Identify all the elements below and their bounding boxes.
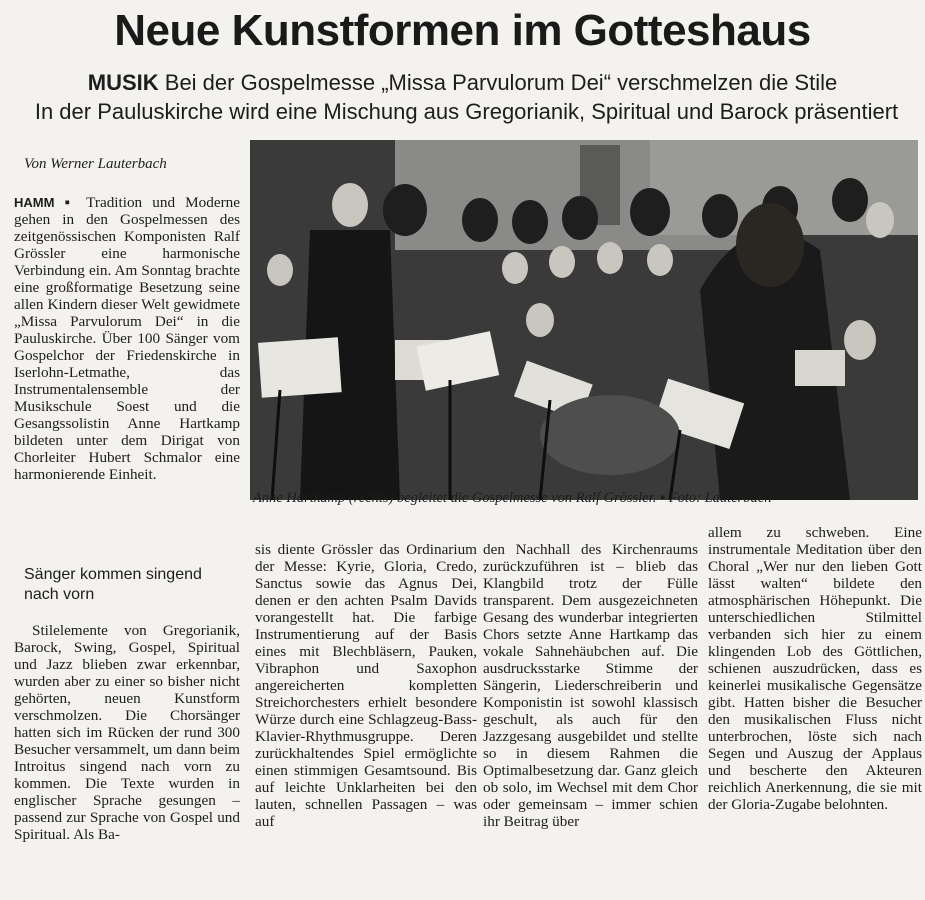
- column-2-body: [255, 541, 477, 830]
- column-4-body: [708, 524, 922, 813]
- dateline: HAMM: [14, 195, 55, 210]
- body-paragraph: allem zu schweben. Eine instrumentale Meditation über den Choral „Wer nur den lieben Gott lässt walten“ bildete den atmosphärischen Höhepunkt. Die unterschiedlichen Stilmittel verbanden sich hier zu einem klingenden Lob des Göttlichen, schienen auszudrücken, dass es keinerlei musikalische Gegensätze gibt. Hatten bisher die Besucher den musikalischen Fluss nicht unterbrochen, löste sich nach Segen und Auszug der Applaus und bescherte den Akteuren reichlich Anerkennung, die sie mit der Gloria-Zugabe belohnten.: [708, 524, 922, 813]
- subtitle-line-1: [0, 70, 925, 96]
- kicker: MUSIK: [87, 70, 159, 95]
- dateline-separator: ▪: [64, 194, 87, 211]
- concert-photo-illustration: [250, 140, 918, 500]
- body-paragraph: Stilelemente von Gregorianik, Barock, Swing, Gospel, Spiritual und Jazz blieben zwar erkennbar, wurden aber zu einer so bisher nicht gehörten, neuen Kunstform verschmolzen. Die Chorsänger hatten sich im Rücken der rund 300 Besucher versammelt, um dann beim Introitus singend nach vorn zu kommen. Die Texte wurden in englischer Sprache gesungen – passend zur Sprache von Gospel und Spiritual. Als Ba-: [14, 622, 240, 843]
- subheading: Sänger kommen singend nach vorn: [24, 566, 202, 603]
- headline: Neue Kunstformen im Gotteshaus: [114, 6, 811, 55]
- byline: Von Werner Lauterbach: [24, 156, 167, 172]
- lead-paragraph: [14, 194, 240, 483]
- photo-caption: Anne Hartkamp (rechts) begleitet die Gospelmesse von Ralf Grössler. ▪ Foto: Lauterbach: [253, 490, 772, 506]
- column-1-body: [14, 622, 240, 843]
- body-paragraph: sis diente Grössler das Ordinarium der Messe: Kyrie, Gloria, Credo, Sanctus sowie das Agnus Dei, denen er den achten Psalm Davids vorangestellt hat. Die farbige Instrumentierung auf der Basis eines mit Blechbläsern, Pauken, Vibraphon und Saxophon angereicherten kompletten Streichorchesters erhielt besondere Würze durch eine Schlagzeug-Bass-Klavier-Rhythmusgruppe. Deren zurückhaltendes Spiel ermöglichte einen stimmigen Gesamtsound. Bis auf leichte Unklarheiten bei den lauten, schnellen Passagen – was auf: [255, 541, 477, 830]
- lead-text: Tradition und Moderne gehen in den Gospelmessen des zeitgenössischen Komponisten Ralf Grössler eine harmonische Verbindung ein. Am Sonntag brachte eine großformatige Besetzung seine allen Kindern dieser Welt gewidmete „Missa Parvulorum Dei“ in die Pauluskirche. Über 100 Sänger vom Gospelchor der Friedenskirche in Iserlohn-Letmathe, das Instrumentalensemble der Musikschule Soest und die Gesangssolistin Anne Hartkamp bildeten unter dem Dirigat von Chorleiter Hubert Schmalor eine harmonierende Einheit.: [14, 194, 241, 483]
- subtitle-line-2: In der Pauluskirche wird eine Mischung aus Gregorianik, Spiritual und Barock präsentiert: [34, 99, 899, 124]
- column-3-body: [483, 541, 698, 830]
- concert-photo: [250, 140, 918, 500]
- body-paragraph: den Nachhall des Kirchenraums zurückzuführen ist – blieb das Klangbild trotz der Fülle transparent. Dem ausgezeichneten Gesang des wunderbar integrierten Chors setzte Anne Hartkamp das vokale Sahnehäubchen auf. Die ausdrucksstarke Stimme der Sängerin, Liederschreiberin und Komponistin ist sowohl klassisch geschult, als auch für den Jazzgesang ausgebildet und stellte so in diesem Rahmen die Optimalbesetzung dar. Ganz gleich ob solo, im Wechsel mit dem Chor oder gemeinsam – immer schien ihr Beitrag über: [483, 541, 698, 830]
- subtitle-text-1: Bei der Gospelmesse „Missa Parvulorum Dei“ verschmelzen die Stile: [164, 70, 838, 95]
